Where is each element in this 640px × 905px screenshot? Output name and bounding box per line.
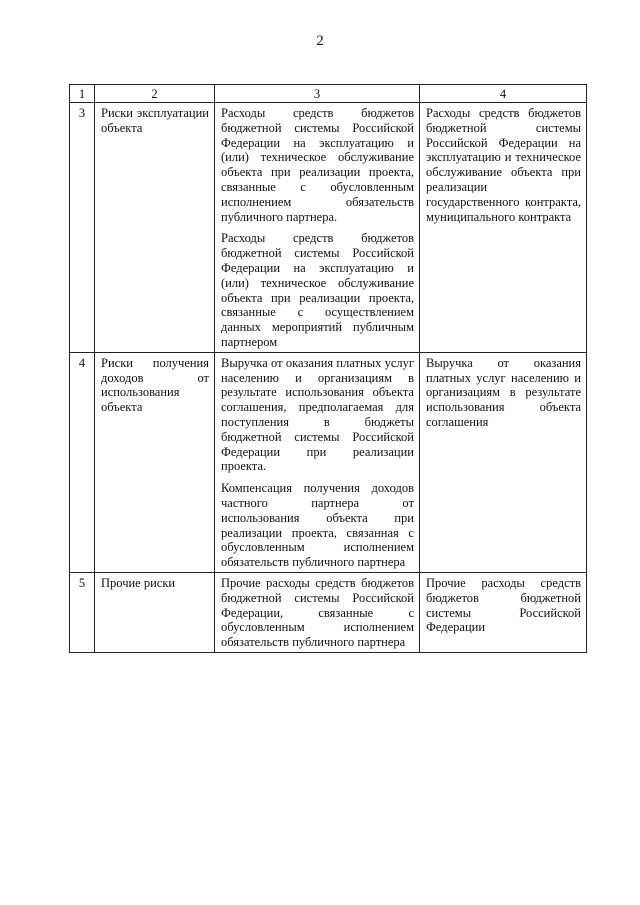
header-col-1: 1 <box>70 85 95 103</box>
table-row <box>70 103 587 353</box>
project-risk-cell <box>215 572 420 652</box>
header-col-2: 2 <box>95 85 215 103</box>
table-header-row <box>70 85 587 103</box>
risk-name: Риски эксплуатации объекта <box>95 103 215 353</box>
table-row <box>70 572 587 652</box>
row-number: 5 <box>70 572 95 652</box>
row-number: 4 <box>70 352 95 572</box>
contract-risk-cell: Прочие расходы средств бюджетов бюджетной системы Российской Федерации <box>420 572 587 652</box>
risk-name: Риски получения доходов от использования объекта <box>95 352 215 572</box>
cell-paragraph: Компенсация получения доходов частного партнера от использования объекта при реализации проекта, связанная с обусловленным исполнением обязательств публичного партнера <box>221 481 414 570</box>
cell-paragraph: Выручка от оказания платных услуг населению и организациям в результате использования объекта соглашения, предполагаемая для поступления в бюджеты бюджетной системы Российской Федерации при реализации проекта. <box>221 355 414 474</box>
header-col-3: 3 <box>215 85 420 103</box>
risk-name: Прочие риски <box>95 572 215 652</box>
contract-risk-cell: Выручка от оказания платных услуг населению и организациям в результате использования объекта соглашения <box>420 352 587 572</box>
cell-paragraph: Расходы средств бюджетов бюджетной системы Российской Федерации на эксплуатацию и (или) техническое обслуживание объекта при реализации проекта, связанные с осуществлением данных мероприятий публичным партнером <box>221 231 414 349</box>
row-number: 3 <box>70 103 95 353</box>
risk-allocation-table <box>69 84 587 653</box>
project-risk-cell <box>215 103 420 353</box>
table-row <box>70 352 587 572</box>
contract-risk-cell: Расходы средств бюджетов бюджетной системы Российской Федерации на эксплуатацию и техническое обслуживание объекта при реализации государственного контракта, муниципального контракта <box>420 103 587 353</box>
page-number: 2 <box>316 33 324 49</box>
cell-paragraph: Расходы средств бюджетов бюджетной системы Российской Федерации на эксплуатацию и (или) техническое обслуживание объекта при реализации проекта, связанные с обусловленным исполнением обязательств публичного партнера. <box>221 106 414 224</box>
project-risk-cell <box>215 352 420 572</box>
cell-paragraph: Прочие расходы средств бюджетов бюджетной системы Российской Федерации, связанные с обусловленным исполнением обязательств публичного партнера <box>221 575 414 650</box>
header-col-4: 4 <box>420 85 587 103</box>
